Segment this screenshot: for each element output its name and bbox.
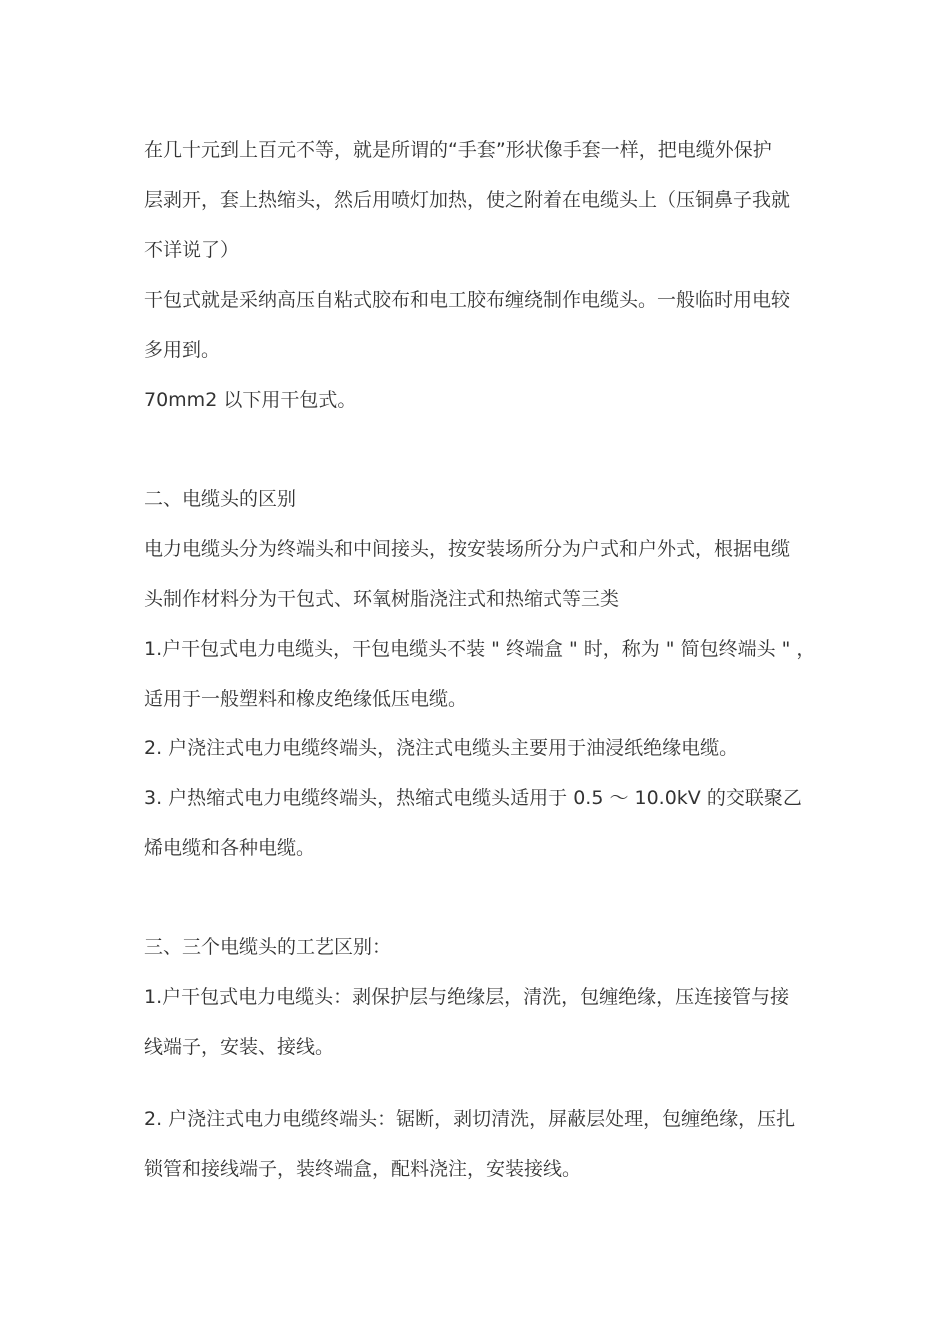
text-line: 多用到。	[144, 339, 221, 361]
text-line: 线端子，安装、接线。	[144, 1036, 335, 1058]
text-line: 头制作材料分为干包式、环氧树脂浇注式和热缩式等三类	[144, 588, 620, 610]
text-line: 1.户干包式电力电缆头：剥保护层与绝缘层，清洗，包缠绝缘，压连接管与接	[144, 986, 790, 1008]
text-line: 1.户干包式电力电缆头，干包电缆头不装 " 终端盒 " 时，称为 " 简包终端头 " ，	[144, 638, 816, 660]
text-line: 锁管和接线端子，装终端盒，配料浇注，安装接线。	[144, 1158, 582, 1180]
text-line: 层剥开，套上热缩头，然后用喷灯加热，使之附着在电缆头上（压铜鼻子我就	[144, 189, 791, 211]
text-line: 烯电缆和各种电缆。	[144, 837, 316, 859]
text-line: 70mm2 以下用干包式。	[144, 389, 357, 411]
text-line: 不详说了）	[144, 239, 240, 261]
section-heading: 二、电缆头的区别	[144, 488, 297, 510]
text-line: 干包式就是采纳高压自粘式胶布和电工胶布缠绕制作电缆头。一般临时用电较	[144, 289, 791, 311]
section-heading: 三、三个电缆头的工艺区别：	[144, 936, 392, 958]
text-line: 2. 户浇注式电力电缆终端头：锯断，剥切清洗，屏蔽层处理，包缠绝缘，压扎	[144, 1108, 796, 1130]
text-line: 在几十元到上百元不等，就是所谓的“手套”形状像手套一样，把电缆外保护	[144, 139, 772, 161]
text-line: 3. 户热缩式电力电缆终端头，热缩式电缆头适用于 0.5 ～ 10.0kV 的交联聚乙	[144, 787, 802, 809]
text-line: 电力电缆头分为终端头和中间接头，按安装场所分为户式和户外式，根据电缆	[144, 538, 791, 560]
text-line: 2. 户浇注式电力电缆终端头，浇注式电缆头主要用于油浸纸绝缘电缆。	[144, 737, 739, 759]
text-line: 适用于一般塑料和橡皮绝缘低压电缆。	[144, 688, 468, 710]
